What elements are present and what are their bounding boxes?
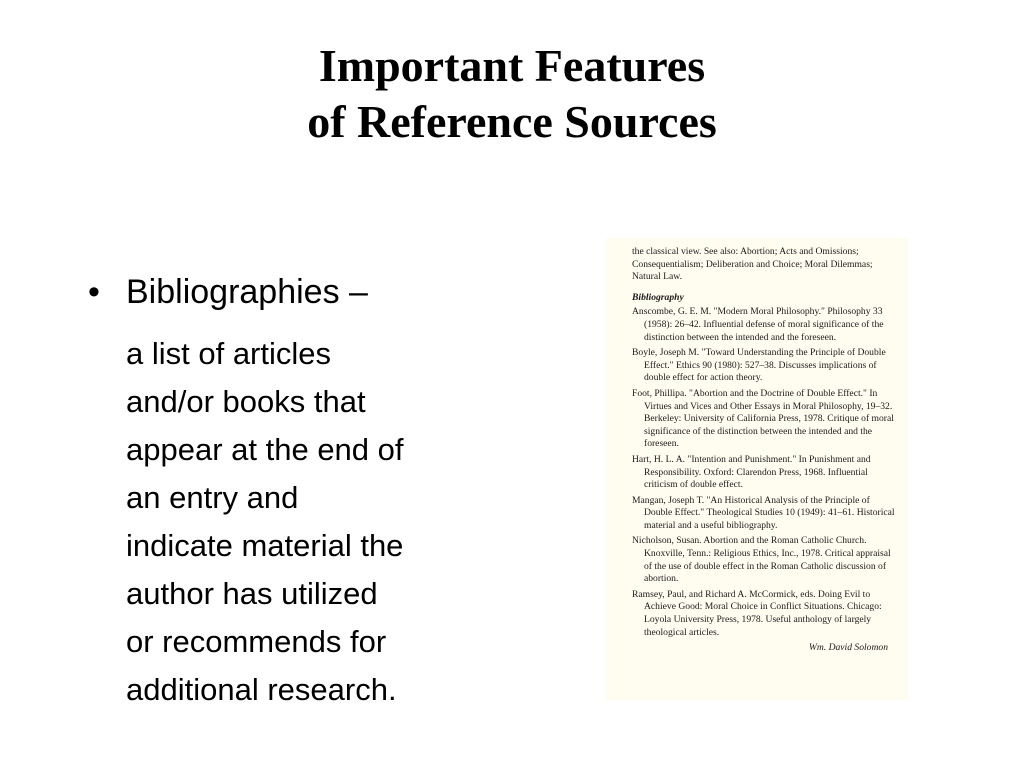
bibliography-entry: Anscombe, G. E. M. "Modern Moral Philosophy." Philosophy 33 (1958): 26–42. Influential defense of moral significance of the distinction between the intended and the foreseen. [632, 306, 884, 343]
bullet-item [88, 268, 508, 714]
title-line-2: of Reference Sources [307, 96, 717, 147]
bullet-symbol: • [88, 273, 100, 311]
scan-signature: Wm. David Solomon [808, 642, 888, 654]
bibliography-entry: Foot, Phillipa. "Abortion and the Doctrine of Double Effect." In Virtues and Vices and Other Essays in Moral Philosophy, 19–32. Berkeley: University of California Press, 1978. Critique of moral significance of the distinction between the intended and the foreseen. [632, 387, 894, 450]
bibliography-entry: Hart, H. L. A. "Intention and Punishment." In Punishment and Responsibility. Oxford: Clarendon Press, 1968. Influential criticism of double effect. [632, 453, 871, 491]
bibliography-entry: Boyle, Joseph M. "Toward Understanding the Principle of Double Effect." Ethics 90 (1980): 527–38. Discusses implications of double effect for action theory. [632, 347, 886, 384]
slide-title [0, 38, 1024, 150]
bibliography-entry: Ramsey, Paul, and Richard A. McCormick, eds. Doing Evil to Achieve Good: Moral Choice in Conflict Situations. Chicago: Loyola University Press, 1978. Useful anthology of largely theological articles. [632, 588, 882, 638]
bullet-term: Bibliographies [126, 273, 340, 311]
bibliography-entry: Mangan, Joseph T. "An Historical Analysis of the Principle of Double Effect." Theological Studies 10 (1949): 41–61. Historical material and a useful bibliography. [632, 494, 895, 531]
scanned-bibliography-image [606, 238, 908, 700]
bullet-line [88, 268, 508, 316]
scan-heading: Bibliography [632, 291, 684, 303]
bibliography-entry: Nicholson, Susan. Abortion and the Roman Catholic Church. Knoxville, Tenn.: Religious Ethics, Inc., 1978. Critical appraisal of the use of double effect in the Roman Catholic discussion of abortion. [632, 535, 891, 585]
scan-intro-text: the classical view. See also: Abortion; Acts and Omissions; Consequentialism; Deliberation and Choice; Moral Dilemmas; Natural Law. [632, 246, 873, 283]
title-line-1: Important Features [318, 40, 706, 91]
bullet-definition: a list of articles and/or books that appear at the end of an entry and indicate material the author has utilized or recommends for additional research. [126, 336, 404, 707]
bullet-dash: – [339, 273, 368, 311]
